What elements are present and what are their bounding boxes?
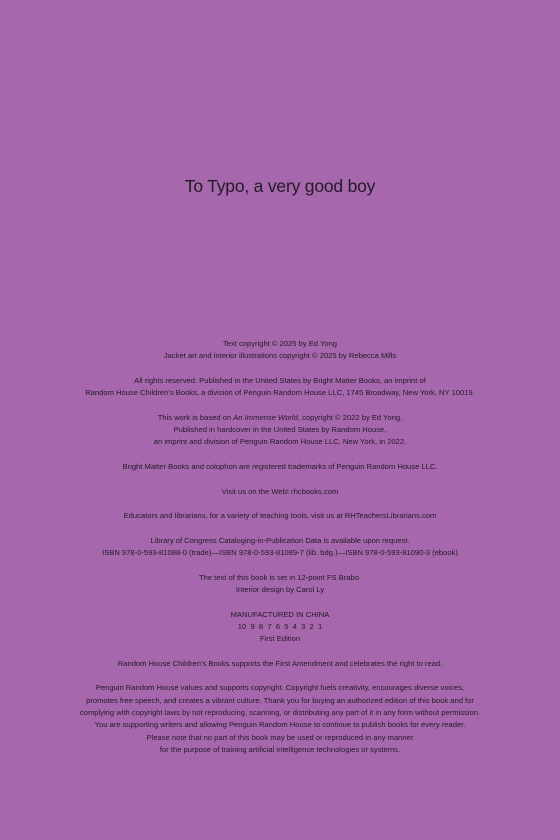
- rights-line: All rights reserved. Published in the United States by Bright Matter Books, an imprint of: [134, 375, 426, 385]
- cip-line: Library of Congress Cataloging-in-Publication Data is available upon request.: [150, 535, 410, 545]
- website-notice: [0, 486, 560, 498]
- manufactured-line: MANUFACTURED IN CHINA: [230, 609, 330, 619]
- dedication: To Typo, a very good boy: [184, 176, 376, 196]
- typeface-line: The text of this book is set in 12-point FS Brabo.: [198, 572, 362, 582]
- website-line: Visit us on the Web! rhcbooks.com: [221, 486, 339, 496]
- source-book-title: An Immense World: [233, 412, 298, 422]
- copyright-notice-line: for the purpose of training artificial intelligence technologies or systems.: [159, 744, 401, 754]
- original-publisher-line: an imprint and division of Penguin Random House LLC, New York, in 2022.: [153, 437, 407, 447]
- based-on-line: [0, 412, 560, 424]
- trademark-notice: [0, 461, 560, 473]
- illustration-credit: Jacket art and interior illustrations copyright © 2025 by Rebecca Mills: [163, 351, 397, 361]
- copyright-notice-line: promotes free speech, and creates a vibrant culture. Thank you for buying an authorized edition of this book and for: [86, 695, 474, 705]
- based-on-suffix: , copyright © 2022 by Ed Yong.: [297, 412, 403, 422]
- text-credit: Text copyright © 2025 by Ed Yong: [222, 339, 338, 348]
- copyright-page: [0, 338, 560, 768]
- copyright-notice-line: Please note that no part of this book may be used or reproduced in any manner: [146, 732, 414, 742]
- first-amendment-notice: [0, 658, 560, 670]
- typeface-block: [0, 572, 560, 597]
- educators-line: Educators and librarians, for a variety of teaching tools, visit us at RHTeachersLibrarians.com: [123, 511, 437, 521]
- copyright-notice-line: You are supporting writers and allowing Penguin Random House to continue to publish books for every reader.: [94, 720, 466, 730]
- copyright-notice-line: complying with copyright laws by not reproducing, scanning, or distributing any part of it in any form without permission.: [79, 707, 481, 717]
- trademark-line: Bright Matter Books and colophon are registered trademarks of Penguin Random House LLC.: [122, 461, 438, 471]
- based-on-prefix: This work is based on: [157, 412, 234, 422]
- printing-line: 10 9 8 7 6 5 4 3 2 1: [237, 621, 323, 631]
- credits-block: [0, 338, 560, 363]
- cataloging-block: [0, 535, 560, 560]
- based-on-block: [0, 412, 560, 449]
- educators-notice: [0, 510, 560, 522]
- copyright-notice-block: [0, 682, 560, 756]
- edition-line: First Edition: [259, 634, 301, 644]
- original-publication-line: Published in hardcover in the United States by Random House,: [173, 425, 387, 435]
- copyright-notice-line: Penguin Random House values and supports copyright. Copyright fuels creativity, encourages diverse voices,: [95, 683, 465, 693]
- manufacturing-block: [0, 609, 560, 646]
- first-amendment-line: Random House Children’s Books supports the First Amendment and celebrates the right to read.: [117, 658, 443, 668]
- rights-block: [0, 375, 560, 400]
- isbn-line: ISBN 978-0-593-81088-0 (trade)—ISBN 978-0-593-81089-7 (lib. bdg.)—ISBN 978-0-593-81090-3 (ebook): [102, 548, 458, 558]
- design-credit: Interior design by Carol Ly: [235, 584, 325, 594]
- rights-line: Random House Children’s Books, a division of Penguin Random House LLC, 1745 Broadway, New York, NY 10019.: [85, 388, 475, 398]
